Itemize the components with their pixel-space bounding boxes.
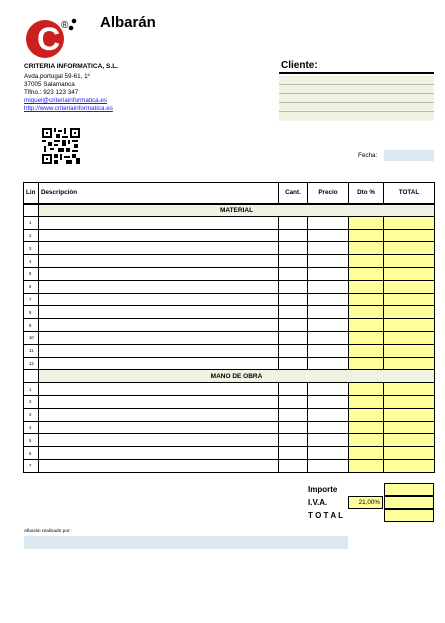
line-number: 9 bbox=[24, 319, 39, 332]
line-number: 4 bbox=[24, 421, 39, 434]
description-cell[interactable] bbox=[39, 293, 279, 306]
realizado-label: Albarán realizado por: bbox=[24, 529, 71, 534]
totals-block bbox=[308, 483, 434, 522]
client-field[interactable] bbox=[279, 76, 434, 121]
price-cell[interactable] bbox=[308, 331, 349, 344]
description-cell[interactable] bbox=[39, 242, 279, 255]
discount-cell[interactable] bbox=[349, 306, 384, 319]
total-cell[interactable] bbox=[384, 306, 435, 319]
quantity-cell[interactable] bbox=[279, 255, 308, 268]
price-cell[interactable] bbox=[308, 293, 349, 306]
description-cell[interactable] bbox=[39, 216, 279, 229]
company-email-link[interactable]: miguel@criteriainformatica.es bbox=[24, 97, 108, 104]
quantity-cell[interactable] bbox=[279, 447, 308, 460]
total-cell[interactable] bbox=[384, 293, 435, 306]
col-header-total: TOTAL bbox=[384, 183, 435, 204]
discount-cell[interactable] bbox=[349, 255, 384, 268]
price-cell[interactable] bbox=[308, 344, 349, 357]
col-header-descripcion: Descripción bbox=[39, 183, 279, 204]
total-cell[interactable] bbox=[384, 229, 435, 242]
importe-label: Importe bbox=[308, 485, 338, 494]
company-address: Avda.portugal 59-61, 1º bbox=[24, 73, 90, 80]
iva-rate[interactable]: 21,00% bbox=[348, 496, 383, 509]
price-cell[interactable] bbox=[308, 434, 349, 447]
quantity-cell[interactable] bbox=[279, 421, 308, 434]
price-cell[interactable] bbox=[308, 267, 349, 280]
total-field[interactable] bbox=[384, 509, 434, 522]
discount-cell[interactable] bbox=[349, 216, 384, 229]
total-cell[interactable] bbox=[384, 216, 435, 229]
price-cell[interactable] bbox=[308, 242, 349, 255]
line-number: 3 bbox=[24, 408, 39, 421]
quantity-cell[interactable] bbox=[279, 344, 308, 357]
line-number: 1 bbox=[24, 383, 39, 396]
line-number: 12 bbox=[24, 357, 39, 370]
discount-cell[interactable] bbox=[349, 229, 384, 242]
line-number: 7 bbox=[24, 459, 39, 472]
company-phone: Tlfno.: 923 123 347 bbox=[24, 89, 79, 96]
total-cell[interactable] bbox=[384, 383, 435, 396]
description-cell[interactable] bbox=[39, 280, 279, 293]
description-cell[interactable] bbox=[39, 408, 279, 421]
line-number: 8 bbox=[24, 306, 39, 319]
price-cell[interactable] bbox=[308, 421, 349, 434]
total-cell[interactable] bbox=[384, 255, 435, 268]
price-cell[interactable] bbox=[308, 395, 349, 408]
table-row bbox=[24, 344, 435, 357]
iva-label: I.V.A. bbox=[308, 498, 328, 507]
table-row bbox=[24, 216, 435, 229]
iva-field[interactable] bbox=[384, 496, 434, 509]
quantity-cell[interactable] bbox=[279, 280, 308, 293]
total-label: T O T A L bbox=[308, 511, 343, 520]
description-cell[interactable] bbox=[39, 255, 279, 268]
line-number: 5 bbox=[24, 267, 39, 280]
table-row bbox=[24, 331, 435, 344]
total-cell[interactable] bbox=[384, 434, 435, 447]
price-cell[interactable] bbox=[308, 408, 349, 421]
total-cell[interactable] bbox=[384, 267, 435, 280]
document-title: Albarán bbox=[100, 14, 156, 31]
quantity-cell[interactable] bbox=[279, 267, 308, 280]
col-header-cantidad: Cant. bbox=[279, 183, 308, 204]
realizado-field[interactable] bbox=[24, 536, 348, 549]
quantity-cell[interactable] bbox=[279, 216, 308, 229]
date-field[interactable] bbox=[384, 150, 434, 161]
table-row bbox=[24, 447, 435, 460]
discount-cell[interactable] bbox=[349, 331, 384, 344]
total-cell[interactable] bbox=[384, 331, 435, 344]
table-row bbox=[24, 357, 435, 370]
description-cell[interactable] bbox=[39, 229, 279, 242]
date-label: Fecha: bbox=[358, 152, 378, 159]
total-cell[interactable] bbox=[384, 280, 435, 293]
line-number: 6 bbox=[24, 447, 39, 460]
table-row bbox=[24, 267, 435, 280]
table-header-row bbox=[24, 183, 435, 204]
company-city: 37005 Salamanca bbox=[24, 81, 75, 88]
col-header-precio: Precio bbox=[308, 183, 349, 204]
quantity-cell[interactable] bbox=[279, 395, 308, 408]
line-number: 11 bbox=[24, 344, 39, 357]
line-number: 1 bbox=[24, 216, 39, 229]
company-info bbox=[24, 63, 118, 113]
quantity-cell[interactable] bbox=[279, 357, 308, 370]
quantity-cell[interactable] bbox=[279, 229, 308, 242]
table-row bbox=[24, 434, 435, 447]
total-cell[interactable] bbox=[384, 395, 435, 408]
description-cell[interactable] bbox=[39, 331, 279, 344]
table-row bbox=[24, 408, 435, 421]
description-cell[interactable] bbox=[39, 447, 279, 460]
company-name: CRITERIA INFORMATICA, S.L. bbox=[24, 63, 119, 70]
line-number: 5 bbox=[24, 434, 39, 447]
col-header-lin: Lin bbox=[24, 183, 39, 204]
price-cell[interactable] bbox=[308, 306, 349, 319]
price-cell[interactable] bbox=[308, 216, 349, 229]
description-cell[interactable] bbox=[39, 434, 279, 447]
price-cell[interactable] bbox=[308, 280, 349, 293]
line-number: 6 bbox=[24, 280, 39, 293]
description-cell[interactable] bbox=[39, 421, 279, 434]
client-label: Cliente: bbox=[281, 60, 318, 71]
discount-cell[interactable] bbox=[349, 242, 384, 255]
client-divider bbox=[279, 72, 434, 74]
description-cell[interactable] bbox=[39, 267, 279, 280]
total-cell[interactable] bbox=[384, 408, 435, 421]
mano-de-obra-section-row bbox=[24, 370, 435, 383]
total-cell[interactable] bbox=[384, 421, 435, 434]
total-cell[interactable] bbox=[384, 242, 435, 255]
price-cell[interactable] bbox=[308, 383, 349, 396]
line-number: 10 bbox=[24, 331, 39, 344]
company-logo bbox=[25, 14, 81, 62]
discount-cell[interactable] bbox=[349, 459, 384, 472]
table-row bbox=[24, 421, 435, 434]
line-number: 3 bbox=[24, 242, 39, 255]
table-row bbox=[24, 293, 435, 306]
description-cell[interactable] bbox=[39, 383, 279, 396]
description-cell[interactable] bbox=[39, 306, 279, 319]
total-cell[interactable] bbox=[384, 319, 435, 332]
quantity-cell[interactable] bbox=[279, 319, 308, 332]
table-row bbox=[24, 395, 435, 408]
quantity-cell[interactable] bbox=[279, 383, 308, 396]
discount-cell[interactable] bbox=[349, 395, 384, 408]
discount-cell[interactable] bbox=[349, 357, 384, 370]
discount-cell[interactable] bbox=[349, 408, 384, 421]
price-cell[interactable] bbox=[308, 447, 349, 460]
description-cell[interactable] bbox=[39, 344, 279, 357]
line-number: 4 bbox=[24, 255, 39, 268]
table-row bbox=[24, 306, 435, 319]
discount-cell[interactable] bbox=[349, 344, 384, 357]
quantity-cell[interactable] bbox=[279, 434, 308, 447]
logo-letter: C bbox=[37, 21, 61, 57]
quantity-cell[interactable] bbox=[279, 306, 308, 319]
discount-cell[interactable] bbox=[349, 319, 384, 332]
logo-superscript: ® bbox=[61, 20, 69, 31]
discount-cell[interactable] bbox=[349, 267, 384, 280]
discount-cell[interactable] bbox=[349, 421, 384, 434]
importe-field[interactable] bbox=[384, 483, 434, 496]
quantity-cell[interactable] bbox=[279, 293, 308, 306]
total-cell[interactable] bbox=[384, 344, 435, 357]
quantity-cell[interactable] bbox=[279, 408, 308, 421]
description-cell[interactable] bbox=[39, 357, 279, 370]
price-cell[interactable] bbox=[308, 229, 349, 242]
total-cell[interactable] bbox=[384, 447, 435, 460]
description-cell[interactable] bbox=[39, 395, 279, 408]
price-cell[interactable] bbox=[308, 459, 349, 472]
material-section-label: MATERIAL bbox=[39, 204, 435, 217]
table-row bbox=[24, 319, 435, 332]
discount-cell[interactable] bbox=[349, 293, 384, 306]
total-cell[interactable] bbox=[384, 357, 435, 370]
description-cell[interactable] bbox=[39, 459, 279, 472]
price-cell[interactable] bbox=[308, 357, 349, 370]
total-cell[interactable] bbox=[384, 459, 435, 472]
table-row bbox=[24, 255, 435, 268]
col-header-descuento: Dto % bbox=[349, 183, 384, 204]
table-row bbox=[24, 280, 435, 293]
line-number: 2 bbox=[24, 395, 39, 408]
description-cell[interactable] bbox=[39, 319, 279, 332]
discount-cell[interactable] bbox=[349, 383, 384, 396]
mano-de-obra-section-label: MANO DE OBRA bbox=[39, 370, 435, 383]
company-website-link[interactable]: http://www.criteriainformatica.es bbox=[24, 105, 113, 112]
quantity-cell[interactable] bbox=[279, 459, 308, 472]
table-row bbox=[24, 459, 435, 472]
quantity-cell[interactable] bbox=[279, 331, 308, 344]
line-number: 7 bbox=[24, 293, 39, 306]
quantity-cell[interactable] bbox=[279, 242, 308, 255]
line-number: 2 bbox=[24, 229, 39, 242]
table-row bbox=[24, 383, 435, 396]
price-cell[interactable] bbox=[308, 319, 349, 332]
discount-cell[interactable] bbox=[349, 447, 384, 460]
items-table bbox=[23, 182, 435, 473]
discount-cell[interactable] bbox=[349, 280, 384, 293]
table-row bbox=[24, 242, 435, 255]
table-row bbox=[24, 229, 435, 242]
qr-code bbox=[42, 128, 80, 164]
material-section-row bbox=[24, 204, 435, 217]
discount-cell[interactable] bbox=[349, 434, 384, 447]
price-cell[interactable] bbox=[308, 255, 349, 268]
